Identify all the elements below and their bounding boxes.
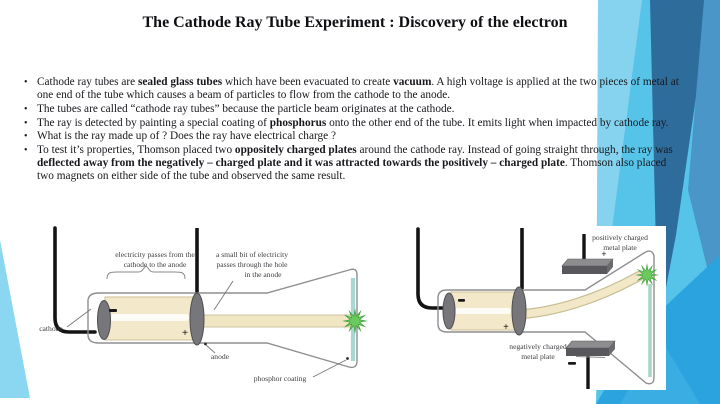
electron-beam [197,315,352,327]
label-phosphor: phosphor coating [253,374,307,383]
plus-sign-icon: + [503,322,509,333]
cathode-disc [98,301,111,340]
bullet-item: • The tubes are called “cathode ray tubes” because the particle beam originates at the cathode. [22,103,684,116]
cylinder-highlight [110,314,189,321]
plus-sign-icon: + [181,327,189,339]
positive-plate-front [562,266,607,274]
label-anode: anode [210,352,230,361]
plate-plus-sign-icon: + [601,249,607,259]
slide-title: The Cathode Ray Tube Experiment : Discovery of the electron [142,14,568,31]
bullet-item: • To test it’s properties, Thomson placed two oppositely charged plates around the cathode ray. Instead of going straight through, the ray was deflected away from the negatively – charged plate and it was attracted towards the positively – charged plate. Thomson also placed two magnets on either side of the tube and observed the same result. [22,144,684,184]
label-negative-line2: metal plate [521,352,555,361]
cathode-wire [418,229,444,308]
hole-leader-line [214,281,233,310]
plate-minus-sign-icon [568,362,576,365]
cylinder-highlight [455,308,511,314]
label-hole-line3: in the anode [244,270,282,279]
positive-plate-top [562,259,613,266]
phosphor-leader-line [313,360,346,377]
label-positive-line1: positively charged [592,233,648,242]
diagram-deflected-tube [398,226,666,390]
label-hole-line1: a small bit of electricity [215,250,289,259]
diagram-straight-tube [25,226,395,404]
bullet-item: • The ray is detected by painting a special coating of phosphorus onto the other end of the tube. It emits light when impacted by cathode ray. [22,117,684,130]
phosphor-leader-dot [346,357,349,360]
anode-disc [512,287,526,335]
minus-sign-icon [109,309,117,312]
negative-leader-line [576,357,605,358]
bullet-list [22,76,684,184]
electron-beam [522,276,639,314]
phosphor-glow-inner-icon [639,267,656,284]
bullet-item: • What is the ray made up of ? Does the ray have electrical charge ? [22,130,684,143]
negative-plate-front [566,348,609,356]
anode-disc [190,293,204,345]
label-negative-line1: negatively charged [509,342,567,351]
bullet-item: • Cathode ray tubes are sealed glass tubes which have been evacuated to create vacuum. A high voltage is applied at the two pieces of metal at one end of the tube which causes a beam of particles to flow from the cathode to the anode. [22,76,684,102]
diagram-panel [398,226,666,390]
cathode-wire [55,228,95,332]
cathode-disc [443,293,455,329]
minus-sign-icon [458,299,465,302]
label-positive-line2: metal plate [603,243,637,252]
label-flow-line1: electricity passes from the [115,250,195,259]
negative-plate-top [566,341,615,348]
label-flow-line2: cathode to the anode [123,260,187,269]
label-hole-line2: passes through the hole [216,260,288,269]
label-cathode: cathode [39,324,63,333]
